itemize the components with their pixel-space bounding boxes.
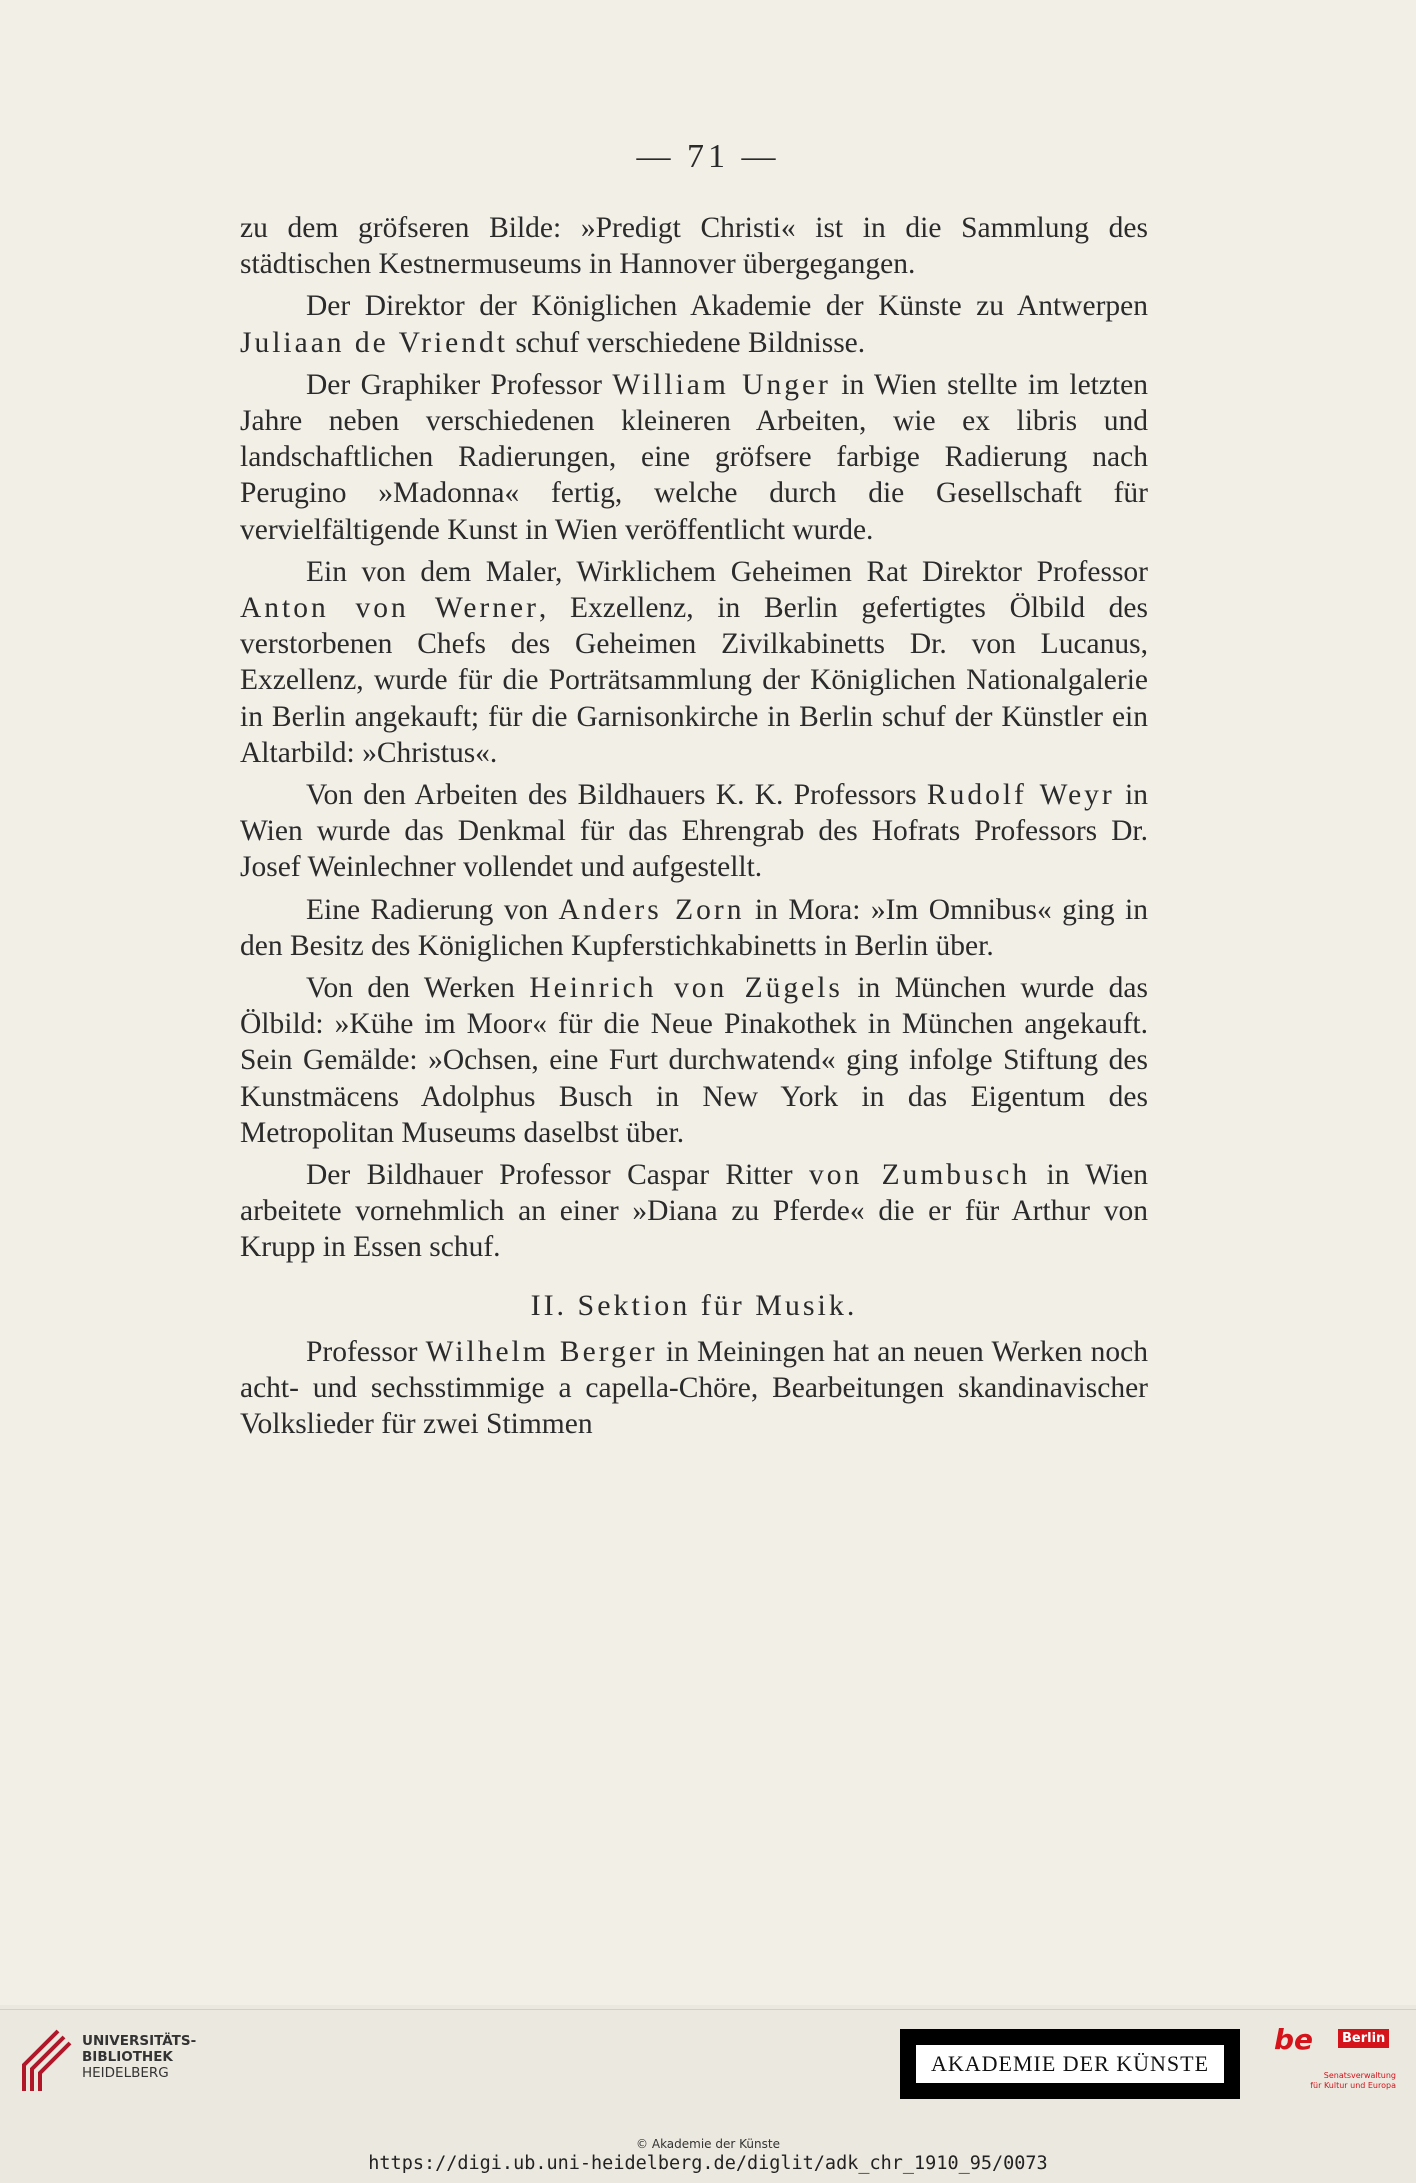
copyright-notice: © Akademie der Künste bbox=[636, 2137, 780, 2151]
paragraph bbox=[240, 970, 1148, 1151]
library-line-2: BIBLIOTHEK bbox=[82, 2049, 173, 2065]
senate-line-2: für Kultur und Europa bbox=[1310, 2081, 1396, 2090]
text-run: zu dem gröfseren Bilde: »Predigt Christi« ist in die Sammlung des städtischen Kestnermuseums in Hannover übergegangen. bbox=[240, 212, 1148, 281]
spaced-name: William Unger bbox=[612, 368, 831, 401]
spaced-name: Rudolf Weyr bbox=[926, 779, 1115, 812]
spaced-name: von Zumbusch bbox=[808, 1159, 1031, 1192]
paragraph bbox=[240, 1157, 1148, 1266]
paragraph bbox=[240, 554, 1148, 771]
text-run: in München wurde das Ölbild: »Kühe im Moor« für die Neue Pinakothek in München angekauft. Sein Gemälde: »Ochsen, eine Furt durchwatend« ging infolge Stiftung des Kunstmäcens Adolphus Busch in New York in das Eigentum des Metropolitan Museums daselbst über. bbox=[240, 972, 1148, 1149]
berlin-senate-logo[interactable] bbox=[1272, 2023, 1396, 2103]
academy-of-arts-logo[interactable] bbox=[900, 2029, 1240, 2099]
university-library-name[interactable] bbox=[82, 2033, 196, 2081]
text-run: Eine Radierung von bbox=[306, 893, 559, 926]
academy-logo-text: AKADEMIE DER KÜNSTE bbox=[916, 2045, 1224, 2083]
body-text bbox=[240, 210, 1148, 1449]
paragraph bbox=[240, 367, 1148, 548]
text-run: in Meiningen hat an neuen Werken noch acht- und sechsstimmige a capella-Chöre, Bearbeitungen skandinavischer Volkslieder für zwei Stimmen bbox=[240, 1335, 1148, 1441]
text-run: in Wien stellte im letzten Jahre neben verschiedenen kleineren Arbeiten, wie ex libris und landschaftlichen Radierungen, eine gröfsere farbige Radierung nach Perugino »Madonna« fertig, welche durch die Gesellschaft für vervielfältigende Kunst in Wien veröffentlicht wurde. bbox=[240, 368, 1148, 546]
senate-department-text bbox=[1310, 2071, 1396, 2091]
text-run: in Mora: »Im Omnibus« ging in den Besitz des Königlichen Kupferstichkabinetts in Berlin über. bbox=[240, 893, 1148, 962]
spaced-name: Anders Zorn bbox=[558, 893, 745, 926]
paragraph bbox=[240, 288, 1148, 360]
text-run: schuf verschiedene Bildnisse. bbox=[507, 326, 866, 359]
library-line-1: UNIVERSITÄTS- bbox=[82, 2033, 197, 2049]
university-library-logo-icon[interactable] bbox=[14, 2025, 74, 2095]
spaced-name: Heinrich von Zügels bbox=[529, 972, 843, 1005]
spaced-name: Anton von Werner bbox=[240, 592, 539, 625]
text-run: Professor bbox=[306, 1335, 426, 1368]
viewer-footer bbox=[0, 2005, 1416, 2183]
text-run: Der Graphiker Professor bbox=[306, 368, 613, 401]
section-heading: II. Sektion für Musik. bbox=[530, 1288, 858, 1322]
spaced-name: Juliaan de Vriendt bbox=[240, 326, 508, 359]
berlin-badge: Berlin bbox=[1338, 2029, 1389, 2048]
text-run: Der Direktor der Königlichen Akademie der Künste zu Antwerpen bbox=[306, 290, 1148, 323]
text-run: Von den Werken bbox=[306, 972, 530, 1005]
senate-line-1: Senatsverwaltung bbox=[1323, 2071, 1396, 2080]
text-run: , Exzellenz, in Berlin gefertigtes Ölbild des verstorbenen Chefs des Geheimen Zivilkabinetts Dr. von Lucanus, Exzellenz, wurde für die Porträtsammlung der Königlichen Nationalgalerie in Berlin angekauft; für die Garnisonkirche in Berlin schuf der Künstler ein Altarbild: »Christus«. bbox=[240, 592, 1148, 769]
text-run: in Wien wurde das Denkmal für das Ehrengrab des Hofrats Professors Dr. Josef Weinlechner vollendet und aufgestellt. bbox=[240, 779, 1149, 884]
permalink-url[interactable]: https://digi.ub.uni-heidelberg.de/diglit/adk_chr_1910_95/0073 bbox=[368, 2153, 1048, 2174]
text-run: in Wien arbeitete vornehmlich an einer »Diana zu Pferde« die er für Arthur von Krupp in Essen schuf. bbox=[240, 1159, 1148, 1264]
library-line-3: HEIDELBERG bbox=[82, 2065, 169, 2081]
paragraph bbox=[240, 892, 1148, 964]
be-berlin-mark-icon: be bbox=[1274, 2023, 1314, 2056]
paragraph bbox=[240, 777, 1148, 886]
footer-divider bbox=[0, 2009, 1416, 2010]
paragraph bbox=[240, 1334, 1148, 1443]
spaced-name: Wilhelm Berger bbox=[425, 1335, 658, 1368]
text-run: Ein von dem Maler, Wirklichem Geheimen Rat Direktor Professor bbox=[306, 555, 1148, 588]
text-run: Der Bildhauer Professor Caspar Ritter bbox=[306, 1159, 809, 1192]
text-run: Von den Arbeiten des Bildhauers K. K. Professors bbox=[306, 779, 927, 812]
page-number: — 71 — bbox=[636, 138, 780, 175]
paragraph bbox=[240, 210, 1148, 282]
